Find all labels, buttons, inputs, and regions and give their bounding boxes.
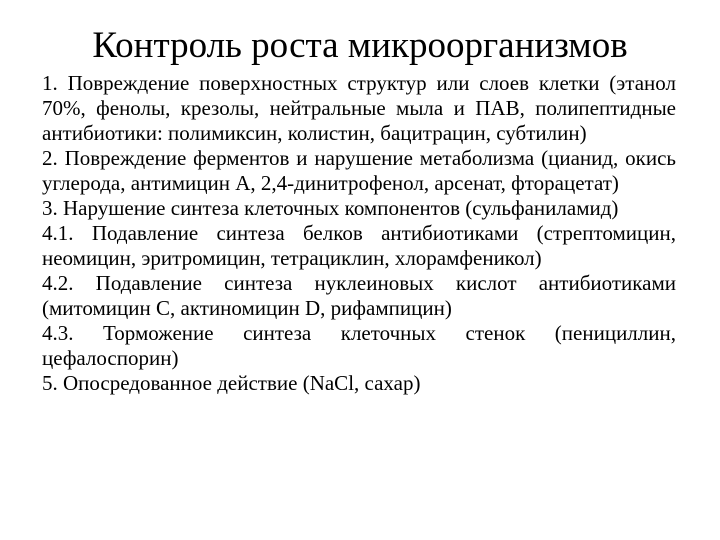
slide-title: Контроль роста микроорганизмов [92, 25, 628, 66]
list-item: 2. Повреждение ферментов и нарушение метаболизма (цианид, окись углерода, антимицин А, 2,4-динитрофенол, арсенат, фторацетат) [42, 146, 676, 195]
list-item: 3. Нарушение синтеза клеточных компонентов (сульфаниламид) [42, 196, 619, 220]
list-item: 4.3. Торможение синтеза клеточных стенок (пенициллин, цефалоспорин) [42, 321, 676, 370]
item-list [42, 71, 676, 396]
list-item: 1. Повреждение поверхностных структур или слоев клетки (этанол 70%, фенолы, крезолы, нейтральные мыла и ПАВ, полипептидные антибиотики: полимиксин, колистин, бацитрацин, субтилин) [42, 71, 676, 145]
list-item: 5. Опосредованное действие (NaCl, сахар) [42, 371, 421, 395]
list-item: 4.2. Подавление синтеза нуклеиновых кислот антибиотиками (митомицин С, актиномицин D, рифампицин) [42, 271, 676, 320]
list-item: 4.1. Подавление синтеза белков антибиотиками (стрептомицин, неомицин, эритромицин, тетрациклин, хлорамфеникол) [42, 221, 676, 270]
